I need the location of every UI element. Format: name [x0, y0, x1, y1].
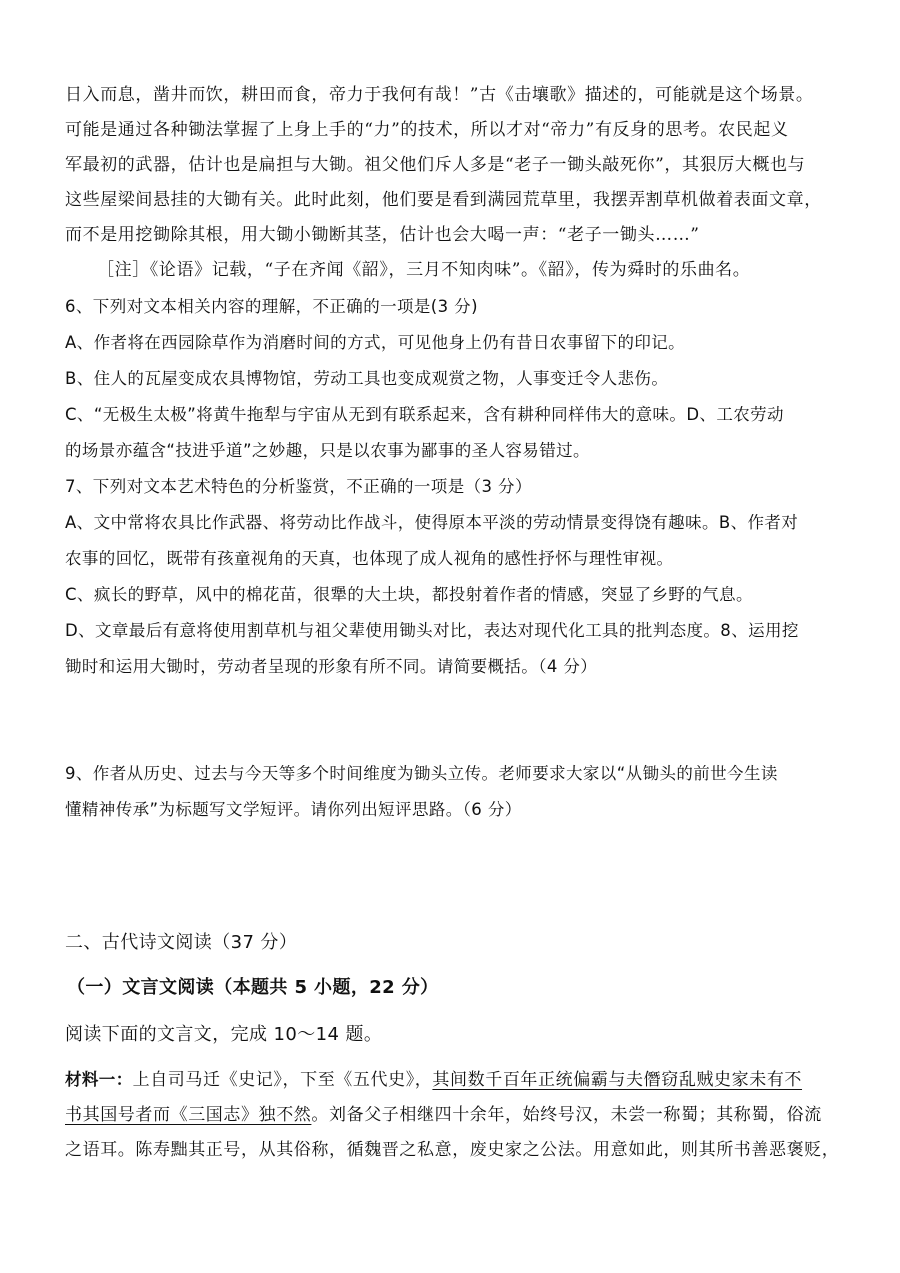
q7-option-d-line-2: 锄时和运用大锄时，劳动者呈现的形象有所不同。请简要概括。（4 分）: [65, 657, 598, 676]
passage-line-3: 军最初的武器，估计也是扁担与大锄。祖父他们斥人多是“老子一锄头敲死你”，其狠厉大概也与: [65, 155, 806, 175]
material-1-label: 材料一：: [65, 1070, 133, 1089]
material-1-line-1: [65, 1068, 802, 1092]
q7-option-a-line-2: 农事的回忆，既带有孩童视角的天真，也体现了成人视角的感性抒怀与理性审视。: [65, 549, 674, 568]
material-1-line-2-plain: 。刘备父子相继四十余年，始终号汉，未尝一称蜀；其称蜀，俗流: [311, 1105, 822, 1125]
q9-line-1: 9、作者从历史、过去与今天等多个时间维度为锄头立传。老师要求大家以“从锄头的前世今生读: [65, 764, 778, 783]
q7-option-c: C、疯长的野草，风中的棉花苗，很犟的大土块，都投射着作者的情感，突显了乡野的气息。: [65, 585, 753, 604]
passage-line-5: 而不是用挖锄除其根，用大锄小锄断其茎，估计也会大喝一声：“老子一锄头……”: [65, 225, 700, 245]
passage-note: ［注］《论语》记载，“子在齐闻《韶》，三月不知肉味”。《韶》，传为舜时的乐曲名。: [97, 260, 751, 280]
q6-option-c-line-2: 的场景亦蕴含“技进乎道”之妙趣，只是以农事为鄙事的圣人容易错过。: [65, 441, 590, 460]
material-1-line-1-plain: 上自司马迁《史记》，下至《五代史》，: [132, 1070, 433, 1090]
section-2-subtitle: （一）文言文阅读（本题共 5 小题，22 分）: [67, 977, 439, 998]
material-1-line-2: [65, 1103, 822, 1127]
q6-stem: 6、下列对文本相关内容的理解，不正确的一项是(3 分): [65, 297, 478, 316]
passage-line-2: 可能是通过各种锄法掌握了上身上手的“力”的技术，所以才对“帝力”有反身的思考。农民起义: [65, 120, 789, 140]
material-1-underlined-2: 书其国号者而《三国志》独不然: [65, 1105, 312, 1125]
q9-line-2: 懂精神传承”为标题写文学短评。请你列出短评思路。（6 分）: [65, 800, 522, 819]
q6-option-b: B、住人的瓦屋变成农具博物馆，劳动工具也变成观赏之物，人事变迁令人悲伤。: [65, 369, 669, 388]
q7-option-d-line-1: D、文章最后有意将使用割草机与祖父辈使用锄头对比，表达对现代化工具的批判态度。8、运用挖: [65, 621, 799, 640]
section-2-title: 二、古代诗文阅读（37 分）: [65, 932, 298, 953]
material-1-line-3: 之语耳。陈寿黜其正号，从其俗称，循魏晋之私意，废史家之公法。用意如此，则其所书善恶褒贬，: [65, 1140, 840, 1160]
q7-option-a-line-1: A、文中常将农具比作武器、将劳动比作战斗，使得原本平淡的劳动情景变得饶有趣味。B、作者对: [65, 513, 799, 532]
q6-option-a: A、作者将在西园除草作为消磨时间的方式，可见他身上仍有昔日农事留下的印记。: [65, 333, 686, 352]
q6-option-c-line-1: C、“无极生太极”将黄牛拖犁与宇宙从无到有联系起来，含有耕种同样伟大的意味。D、工农劳动: [65, 405, 784, 424]
passage-line-4: 这些屋梁间悬挂的大锄有关。此时此刻，他们要是看到满园荒草里，我摆弄割草机做着表面文章，: [65, 190, 822, 210]
section-2-instruction: 阅读下面的文言文，完成 10～14 题。: [65, 1024, 383, 1045]
passage-line-1: 日入而息，凿井而饮，耕田而食，帝力于我何有哉！”古《击壤歌》描述的，可能就是这个场景。: [65, 85, 814, 105]
q7-stem: 7、下列对文本艺术特色的分析鉴赏，不正确的一项是（3 分）: [65, 477, 532, 496]
material-1-underlined-1: 其间数千百年正统偏霸与夫僭窃乱贼史家未有不: [432, 1070, 803, 1090]
